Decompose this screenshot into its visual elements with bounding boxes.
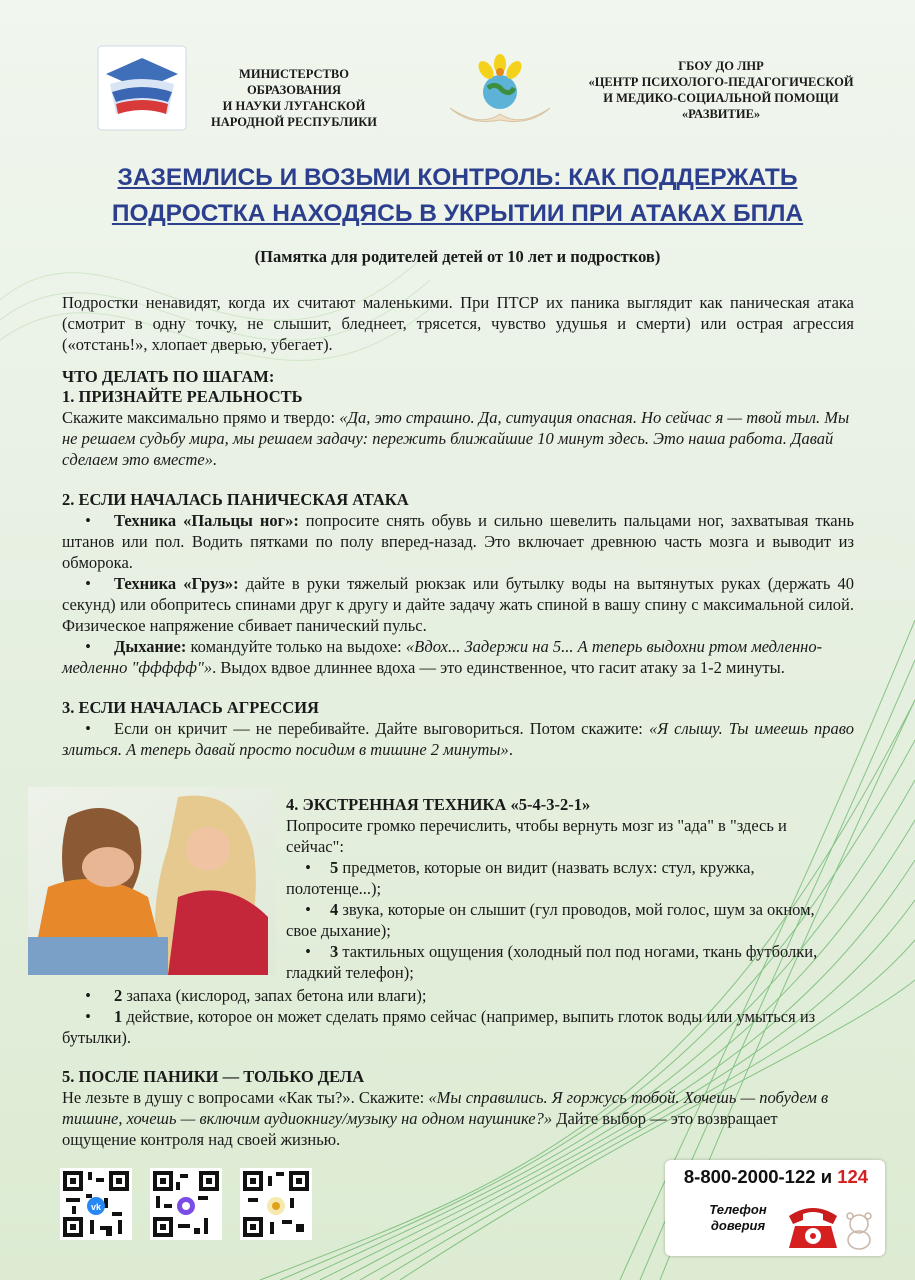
- mother-teen-photo: [28, 787, 276, 975]
- page-title: ЗАЗЕМЛИСЬ И ВОЗЬМИ КОНТРОЛЬ: КАК ПОДДЕРЖАТЬ ПОДРОСТКА НАХОДЯСЬ В УКРЫТИИ ПРИ АТАКАХ БПЛА: [111, 164, 804, 227]
- center-logo: [440, 48, 560, 132]
- step1-text: Скажите максимально прямо и твердо: «Да, это страшно. Да, ситуация опасная. Но сейчас я — твой тыл. Мы не решаем судьбу мира, мы решаем задачу: пережить ближайшие 10 минут здесь. Это наша работа. Давай сделаем это вместе».: [62, 408, 850, 469]
- step5-heading: 5. ПОСЛЕ ПАНИКИ — ТОЛЬКО ДЕЛА: [62, 1067, 365, 1086]
- svg-text:vk: vk: [90, 1202, 102, 1212]
- intro-paragraph: Подростки ненавидят, когда их считают маленькими. При ПТСР их паника выглядит как паническая атака (смотрит в одну точку, не слышит, бледнеет, трясется, чувство удушья и смерти) или острая агрессия («отстань!», хлопает дверью, убегает).: [62, 293, 854, 354]
- ministry-name: МИНИСТЕРСТВО ОБРАЗОВАНИЯ И НАУКИ ЛУГАНСКОЙ НАРОДНОЙ РЕСПУБЛИКИ: [211, 67, 377, 129]
- qr-code-vk[interactable]: [60, 1168, 132, 1240]
- steps-heading: ЧТО ДЕЛАТЬ ПО ШАГАМ:: [62, 367, 275, 386]
- step3-item: • Если он кричит — не перебивайте. Дайте выговориться. Потом скажите: «Я слышу. Ты имеешь право злиться. А теперь давай просто посидим в тишине 2 минуты».: [62, 719, 854, 759]
- page-subtitle: (Памятка для родителей детей от 10 лет и подростков): [254, 247, 661, 266]
- hotline-number[interactable]: 8-800-2000-122 и 124: [683, 1166, 869, 1187]
- step4-item: • 4 звука, которые он слышит (гул проводов, мой голос, шум за окном, свое дыхание);: [286, 900, 815, 940]
- step4-intro: Попросите громко перечислить, чтобы вернуть мозг из "ада" в "здесь и сейчас":: [286, 816, 787, 856]
- qr-code-center[interactable]: [240, 1168, 312, 1240]
- step2-item: • Техника «Груз»: дайте в руки тяжелый рюкзак или бутылку воды на вытянутых руках (держать 40 секунд) или обопритесь спинами друг к другу и дайте задачу жать спиной в вашу спину с максимальной силой. Физическое напряжение сбивает панический пульс.: [62, 574, 855, 635]
- step2-heading: 2. ЕСЛИ НАЧАЛАСЬ ПАНИЧЕСКАЯ АТАКА: [62, 490, 409, 509]
- ministry-logo: [96, 44, 188, 132]
- step3-heading: 3. ЕСЛИ НАЧАЛАСЬ АГРЕССИЯ: [62, 698, 319, 717]
- teddy-bear-icon: [841, 1210, 877, 1250]
- step4-item: • 5 предметов, которые он видит (назвать вслух: стул, кружка, полотенце...);: [286, 858, 755, 898]
- step4-item: • 3 тактильных ощущения (холодный пол под ногами, ткань футболки, гладкий телефон);: [286, 942, 818, 982]
- qr-code-max[interactable]: [150, 1168, 222, 1240]
- step4-item: • 2 запаха (кислород, запах бетона или влаги);: [85, 986, 427, 1005]
- hotline-card: [665, 1160, 885, 1256]
- step1-heading: 1. ПРИЗНАЙТЕ РЕАЛЬНОСТЬ: [62, 387, 303, 406]
- telephone-icon: [783, 1196, 843, 1252]
- hotline-label: Телефон доверия: [709, 1202, 767, 1233]
- steps-block: [62, 367, 854, 760]
- step5-text: Не лезьте в душу с вопросами «Как ты?». Скажите: «Мы справились. Я горжусь тобой. Хочешь — побудем в тишине, хочешь — включим аудиокнигу/музыку на одном наушнике?» Дайте выбор — это возвращает ощущение контроля над своей жизнью.: [62, 1088, 829, 1149]
- step2-item: • Дыхание: командуйте только на выдохе: «Вдох... Задержи на 5... А теперь выдохни ртом медленно-медленно "ффффф"». Выдох вдвое длиннее вдоха — это единственное, что гасит атаку за 1-2 минуты.: [62, 637, 823, 677]
- step2-item: • Техника «Пальцы ног»: попросите снять обувь и сильно шевелить пальцами ног, захватывая ткань штанов или пол. Водить пятками по полу вперед-назад. Это включает древнюю часть мозга и выводит из обморока.: [62, 511, 854, 572]
- step5-block: [62, 1067, 854, 1150]
- step4-block-continued: [62, 985, 854, 1048]
- step4-heading: 4. ЭКСТРЕННАЯ ТЕХНИКА «5-4-3-2-1»: [286, 795, 591, 814]
- step4-item: • 1 действие, которое он может сделать прямо сейчас (например, выпить глоток воды или умыться из бутылки).: [62, 1007, 816, 1047]
- center-name: ГБОУ ДО ЛНР «ЦЕНТР ПСИХОЛОГО-ПЕДАГОГИЧЕСКОЙ И МЕДИКО-СОЦИАЛЬНОЙ ПОМОЩИ «РАЗВИТИЕ»: [588, 59, 854, 121]
- step4-block: [286, 795, 846, 983]
